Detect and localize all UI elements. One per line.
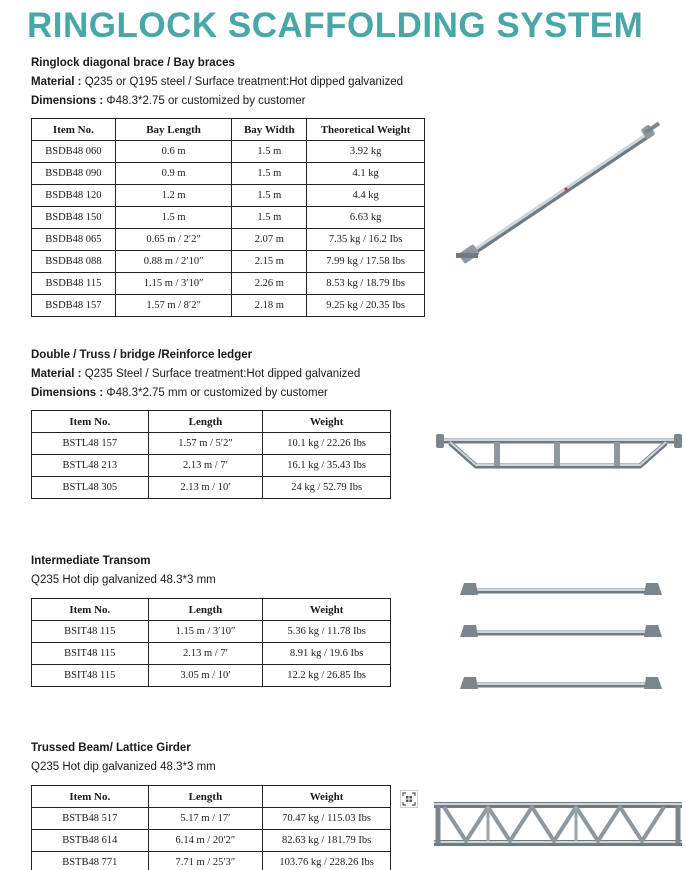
table-row [32, 185, 425, 207]
column-header: Length [148, 786, 263, 808]
material-line [31, 368, 360, 380]
section-heading-diagonal-brace: Ringlock diagonal brace / Bay braces [31, 57, 235, 69]
table-row [32, 229, 425, 251]
table-cell: BSTL48 157 [32, 433, 149, 455]
table-cell: 6.63 kg [307, 207, 425, 229]
table-cell: 2.13 m / 7′ [148, 643, 263, 665]
table-row [32, 852, 391, 870]
table-cell: 1.5 m [232, 207, 307, 229]
table-row [32, 433, 391, 455]
section-heading-lattice-girder: Trussed Beam/ Lattice Girder [31, 742, 191, 754]
table-cell: 70.47 kg / 115.03 Ibs [263, 808, 391, 830]
spec-line: Q235 Hot dip galvanized 48.3*3 mm [31, 574, 216, 586]
table-row [32, 830, 391, 852]
table-cell: 0.6 m [115, 141, 232, 163]
table-cell: 0.65 m / 2′2″ [115, 229, 232, 251]
table-row [32, 455, 391, 477]
dimensions-label: Dimensions : [31, 387, 104, 399]
table-cell: 0.9 m [115, 163, 232, 185]
table-row [32, 273, 425, 295]
table-cell: 16.1 kg / 35.43 Ibs [263, 455, 391, 477]
table-cell: BSDB48 065 [32, 229, 116, 251]
table-cell: BSTL48 213 [32, 455, 149, 477]
table-cell: 4.4 kg [307, 185, 425, 207]
table-cell: 7.35 kg / 16.2 Ibs [307, 229, 425, 251]
material-label: Material : [31, 76, 82, 88]
dimensions-text: Φ48.3*2.75 or customized by customer [103, 95, 306, 107]
table-cell: 8.91 kg / 19.6 Ibs [263, 643, 391, 665]
table-header-row [32, 119, 425, 141]
truss-ledger-image [436, 428, 682, 478]
table-row [32, 163, 425, 185]
dimensions-line [31, 387, 328, 399]
table-cell: 1.2 m [115, 185, 232, 207]
table-row [32, 477, 391, 499]
table-row [32, 251, 425, 273]
table-cell: BSDB48 060 [32, 141, 116, 163]
spec-line: Q235 Hot dip galvanized 48.3*3 mm [31, 761, 216, 773]
column-header: Length [148, 599, 263, 621]
table-row [32, 141, 425, 163]
table-cell: 1.5 m [115, 207, 232, 229]
column-header: Item No. [32, 411, 149, 433]
column-header: Item No. [32, 786, 149, 808]
table-cell: BSTB48 517 [32, 808, 149, 830]
column-header: Length [148, 411, 263, 433]
dimensions-label: Dimensions : [31, 95, 104, 107]
table-cell: BSTB48 771 [32, 852, 149, 870]
table-cell: 12.2 kg / 26.85 Ibs [263, 665, 391, 687]
table-cell: 1.15 m / 3′10″ [148, 621, 263, 643]
material-text: Q235 Steel / Surface treatment:Hot dipped galvanized [81, 368, 361, 380]
table-cell: 5.36 kg / 11.78 Ibs [263, 621, 391, 643]
column-header: Weight [263, 786, 391, 808]
transom-bar [460, 583, 662, 595]
table-cell: 2.15 m [232, 251, 307, 273]
table-cell: 10.1 kg / 22.26 Ibs [263, 433, 391, 455]
table-cell: 3.92 kg [307, 141, 425, 163]
dimensions-text: Φ48.3*2.75 mm or customized by customer [103, 387, 328, 399]
material-text: Q235 or Q195 steel / Surface treatment:Hot dipped galvanized [81, 76, 404, 88]
table-cell: 9.25 kg / 20.35 Ibs [307, 295, 425, 317]
column-header: Weight [263, 599, 391, 621]
table-row [32, 665, 391, 687]
column-header: Bay Length [115, 119, 232, 141]
table-cell: 1.5 m [232, 185, 307, 207]
table-cell: BSDB48 157 [32, 295, 116, 317]
table-cell: BSDB48 115 [32, 273, 116, 295]
table-cell: 2.13 m / 10′ [148, 477, 263, 499]
table-row [32, 643, 391, 665]
table-cell: BSDB48 090 [32, 163, 116, 185]
table-cell: 5.17 m / 17′ [148, 808, 263, 830]
table-row [32, 808, 391, 830]
material-line [31, 76, 403, 88]
table-cell: 2.26 m [232, 273, 307, 295]
column-header: Weight [263, 411, 391, 433]
table-row [32, 207, 425, 229]
diagonal-brace-image [450, 122, 670, 272]
qr-scan-icon[interactable] [400, 790, 418, 808]
column-header: Item No. [32, 119, 116, 141]
table-cell: 1.57 m / 5′2″ [148, 433, 263, 455]
table-cell: 4.1 kg [307, 163, 425, 185]
table-cell: BSDB48 120 [32, 185, 116, 207]
table-cell: BSTL48 305 [32, 477, 149, 499]
transom-image [458, 575, 664, 700]
table-cell: BSDB48 150 [32, 207, 116, 229]
dimensions-line [31, 95, 305, 107]
material-label: Material : [31, 368, 82, 380]
column-header: Item No. [32, 599, 149, 621]
transom-table [31, 598, 391, 687]
table-cell: 2.13 m / 7′ [148, 455, 263, 477]
table-cell: BSDB48 088 [32, 251, 116, 273]
table-cell: 1.5 m [232, 141, 307, 163]
column-header: Bay Width [232, 119, 307, 141]
table-cell: 103.76 kg / 228.26 Ibs [263, 852, 391, 870]
table-cell: 1.57 m / 8′2″ [115, 295, 232, 317]
section-heading-transom: Intermediate Transom [31, 555, 151, 567]
table-cell: 0.88 m / 2′10″ [115, 251, 232, 273]
table-cell: 3.05 m / 10′ [148, 665, 263, 687]
table-cell: 7.71 m / 25′3″ [148, 852, 263, 870]
table-header-row [32, 599, 391, 621]
table-cell: 1.5 m [232, 163, 307, 185]
table-cell: BSIT48 115 [32, 643, 149, 665]
table-cell: 8.53 kg / 18.79 Ibs [307, 273, 425, 295]
table-header-row [32, 786, 391, 808]
section-heading-truss-ledger: Double / Truss / bridge /Reinforce ledger [31, 349, 253, 361]
table-row [32, 295, 425, 317]
truss-ledger-table [31, 410, 391, 499]
table-cell: 24 kg / 52.79 Ibs [263, 477, 391, 499]
table-cell: 7.99 kg / 17.58 Ibs [307, 251, 425, 273]
lattice-girder-table [31, 785, 391, 870]
table-cell: BSIT48 115 [32, 665, 149, 687]
table-cell: 1.15 m / 3′10″ [115, 273, 232, 295]
table-cell: 6.14 m / 20′2″ [148, 830, 263, 852]
column-header: Theoretical Weight [307, 119, 425, 141]
diagonal-brace-table [31, 118, 425, 317]
table-cell: 82.63 kg / 181.79 Ibs [263, 830, 391, 852]
page-title: RINGLOCK SCAFFOLDING SYSTEM [27, 6, 644, 45]
table-header-row [32, 411, 391, 433]
table-cell: BSIT48 115 [32, 621, 149, 643]
table-cell: 2.18 m [232, 295, 307, 317]
table-cell: BSTB48 614 [32, 830, 149, 852]
lattice-girder-image [432, 797, 684, 853]
table-cell: 2.07 m [232, 229, 307, 251]
table-row [32, 621, 391, 643]
